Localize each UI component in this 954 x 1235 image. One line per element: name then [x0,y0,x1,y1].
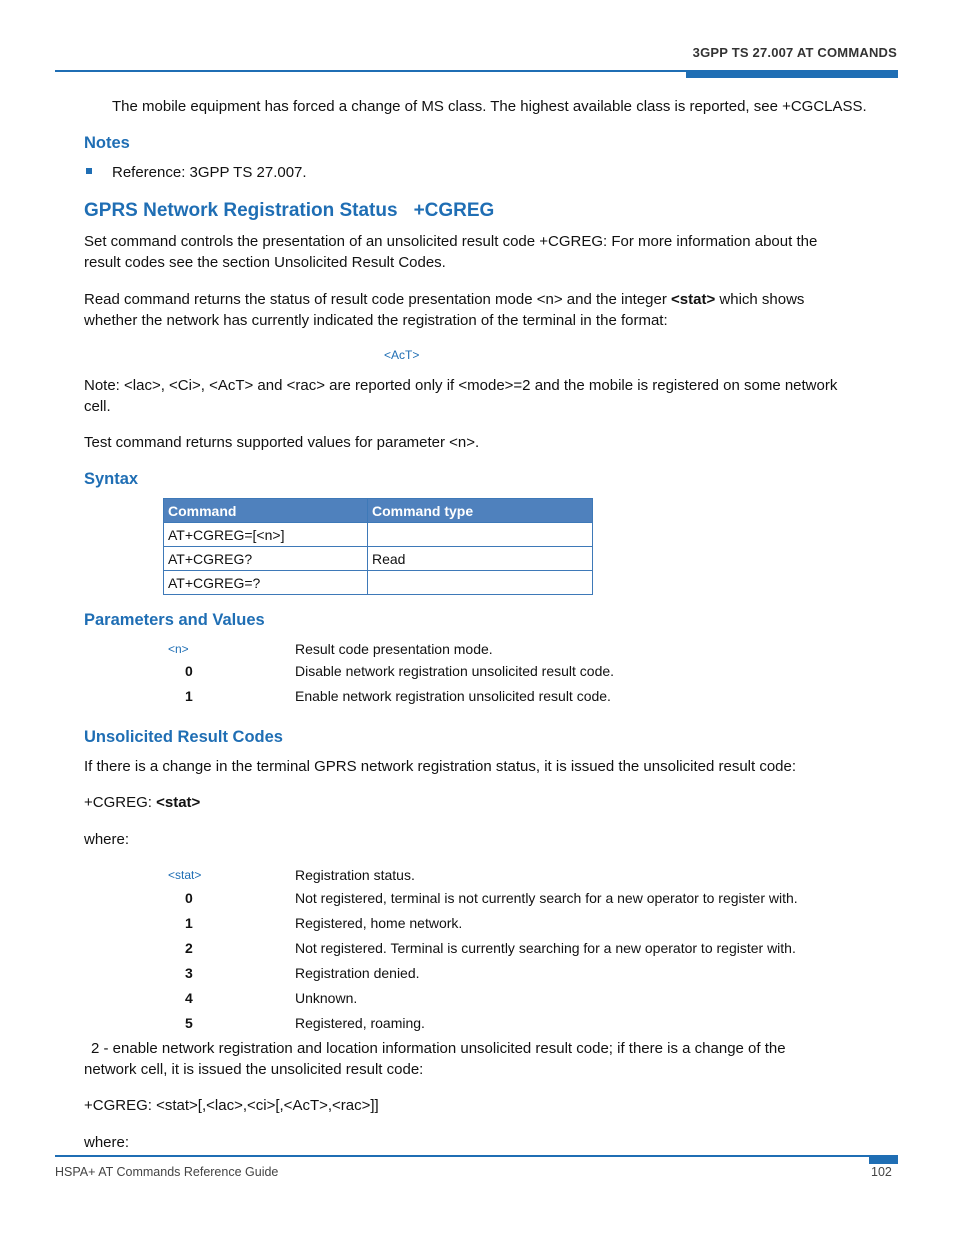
result-code-format [84,792,200,813]
mode2-line-2: network cell, it is issued the unsolicited result code: [84,1061,424,1078]
result-code-format-extended: +CGREG: <stat>[,<lac>,<ci>[,<AcT>,<rac>]] [84,1097,379,1114]
stat-value-desc: Unknown. [295,990,358,1006]
syntax-heading: Syntax [84,470,139,488]
table-cell [368,571,593,595]
note-line-2: cell. [84,398,111,415]
unsolicited-intro: If there is a change in the terminal GPRS network registration status, it is issued the unsolicited result code: [84,758,797,775]
param-value-desc: Disable network registration unsolicited result code. [295,663,615,679]
stat-value-desc: Registration denied. [295,965,420,981]
table-row [164,547,593,571]
intro-text: The mobile equipment has forced a change of MS class. The highest available class is reported, see +CGCLASS. [112,98,867,115]
header-tab-bar [686,70,898,78]
param-desc-stat: Registration status. [295,867,415,883]
mode2-line-1: 2 - enable network registration and location information unsolicited result code; if there is a change of the [91,1040,786,1057]
table-cell [368,523,593,547]
read-text-c: which shows [715,291,805,308]
stat-value-key: 5 [185,1015,193,1031]
read-command-line-2: whether the network has currently indicated the registration of the terminal in the format: [84,312,668,329]
param-value-key: 1 [185,688,193,704]
where-label: where: [84,1134,130,1151]
footer-doc-title: HSPA+ AT Commands Reference Guide [55,1165,279,1179]
param-desc-n: Result code presentation mode. [295,641,493,657]
result-code-prefix: +CGREG: [84,794,157,811]
stat-value-desc: Registered, home network. [295,915,463,931]
stat-value-key: 4 [185,990,193,1006]
param-name-stat: <stat> [168,868,202,882]
param-value-desc: Enable network registration unsolicited result code. [295,688,611,704]
page-number: 102 [871,1165,892,1179]
column-header-command-type: Command type [368,499,593,523]
param-name-n: <n> [168,642,189,656]
read-command-line-1 [84,289,804,310]
section-title-command: +CGREG [413,200,495,221]
section-title [84,200,494,222]
read-text-stat: <stat> [671,291,716,308]
stat-value-key: 3 [185,965,193,981]
table-row [164,571,593,595]
note-line-1: Note: <lac>, <Ci>, <AcT> and <rac> are reported only if <mode>=2 and the mobile is registered on some network [84,377,838,394]
notes-item: Reference: 3GPP TS 27.007. [112,164,307,181]
table-row [164,523,593,547]
notes-heading: Notes [84,134,130,152]
table-cell: AT+CGREG=[<n>] [164,523,368,547]
bullet-icon [86,168,92,174]
footer-tab-bar [869,1155,898,1164]
stat-value-desc: Registered, roaming. [295,1015,425,1031]
table-cell: AT+CGREG=? [164,571,368,595]
table-cell: Read [368,547,593,571]
stat-value-key: 1 [185,915,193,931]
unsolicited-heading: Unsolicited Result Codes [84,728,283,746]
syntax-table [163,498,593,595]
act-tag: <AcT> [384,348,420,362]
table-cell: AT+CGREG? [164,547,368,571]
table-header-row [164,499,593,523]
test-command-text: Test command returns supported values for parameter <n>. [84,434,480,451]
footer-rule [55,1155,898,1157]
param-value-key: 0 [185,663,193,679]
stat-value-key: 0 [185,890,193,906]
running-header: 3GPP TS 27.007 AT COMMANDS [692,45,897,60]
stat-value-desc: Not registered, terminal is not currently search for a new operator to register with. [295,890,798,906]
set-command-line-2: result codes see the section Unsolicited Result Codes. [84,254,446,271]
stat-value-key: 2 [185,940,193,956]
result-code-stat: <stat> [156,794,201,811]
section-title-main: GPRS Network Registration Status [84,200,398,221]
set-command-line-1: Set command controls the presentation of an unsolicited result code +CGREG: For more information about the [84,233,818,250]
parameters-heading: Parameters and Values [84,611,265,629]
column-header-command: Command [164,499,368,523]
stat-value-desc: Not registered. Terminal is currently searching for a new operator to register with. [295,940,796,956]
read-text-a: Read command returns the status of result code presentation mode <n> and the integer [84,291,672,308]
where-label: where: [84,831,130,848]
